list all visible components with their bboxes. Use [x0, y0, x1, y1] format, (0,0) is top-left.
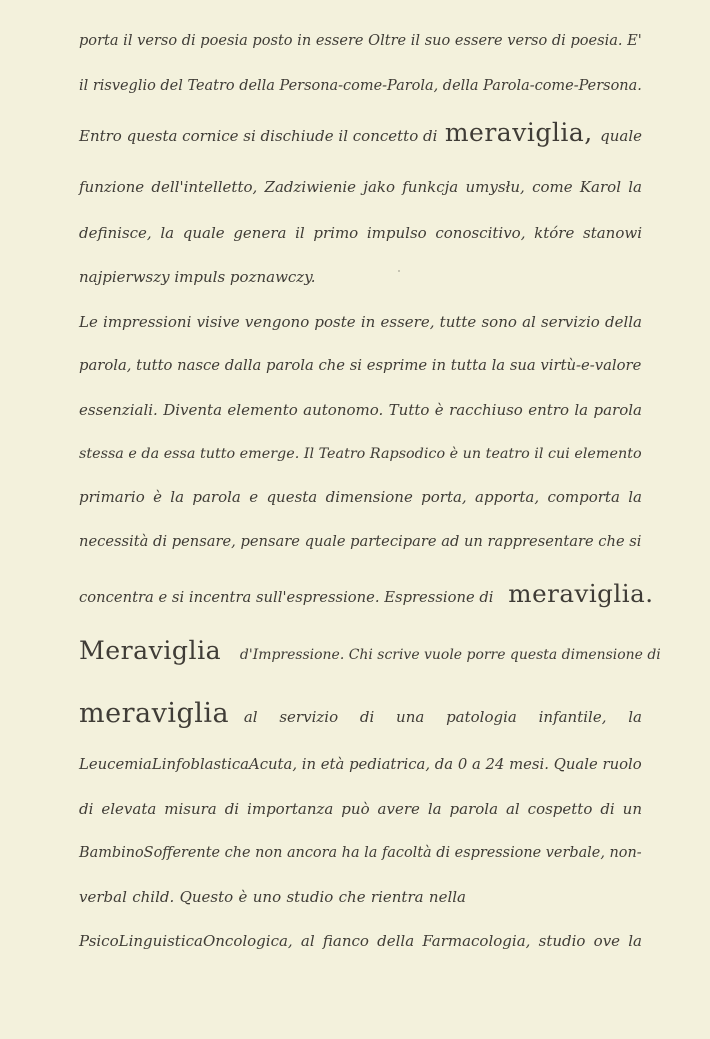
text-line-3-tail: quale	[600, 127, 642, 145]
text-line-7	[79, 315, 642, 330]
text-line-1-content: porta il verso di poesia posto in essere Oltre il suo essere verso di poesia. E'	[79, 32, 642, 49]
text-line-10	[79, 447, 642, 461]
text-line-15-content: al servizio di una patologia infantile, la	[243, 708, 642, 726]
text-line-12-content: necessità di pensare, pensare quale partecipare ad un rappresentare che si	[79, 533, 642, 550]
emphasis-word-meraviglia-2: meraviglia.	[508, 579, 654, 608]
text-line-14	[79, 636, 661, 665]
text-line-6-content: najpierwszy impuls poznawczy.	[79, 268, 316, 286]
text-line-8-content: parola, tutto nasce dalla parola che si esprime in tutta la sua virtù-e-valore	[79, 357, 642, 374]
text-line-2	[79, 79, 642, 93]
text-line-3-content: Entro questa cornice si dischiude il concetto di	[79, 127, 438, 145]
text-line-11	[79, 490, 642, 505]
text-line-10-content: stessa e da essa tutto emerge. Il Teatro Rapsodico è un teatro il cui elemento	[79, 446, 642, 462]
text-line-14-content: d'Impressione. Chi scrive vuole porre questa dimensione di	[239, 647, 661, 663]
text-line-12	[79, 535, 642, 550]
text-line-1	[79, 34, 642, 49]
text-line-13-content: concentra e si incentra sull'espressione. Espressione di	[79, 589, 494, 606]
text-line-9-content: essenziali. Diventa elemento autonomo. Tutto è racchiuso entro la parola	[79, 401, 642, 419]
emphasis-word-meraviglia-3: Meraviglia	[79, 636, 222, 665]
text-line-19	[79, 890, 642, 905]
text-line-16	[79, 758, 642, 773]
text-line-7-content: Le impressioni visive vengono poste in essere, tutte sono al servizio della	[79, 313, 642, 331]
text-line-16-content: LeucemiaLinfoblasticaAcuta, in età pediatrica, da 0 a 24 mesi. Quale ruolo	[79, 756, 642, 773]
text-line-6	[79, 270, 642, 285]
text-line-5-content: definisce, la quale genera il primo impulso conoscitivo, które stanowi	[79, 224, 642, 242]
text-line-4-content: funzione dell'intelletto, Zadziwienie jako funkcja umysłu, come Karol la	[79, 178, 642, 196]
text-line-20-content: PsicoLinguisticaOncologica, al fianco della Farmacologia, studio ove la	[79, 932, 642, 950]
text-line-4	[79, 180, 642, 195]
text-line-8	[79, 359, 642, 374]
text-line-5	[79, 226, 642, 241]
text-line-11-content: primario è la parola e questa dimensione porta, apporta, comporta la	[79, 488, 642, 506]
text-line-2-content: il risveglio del Teatro della Persona-come-Parola, della Parola-come-Persona.	[79, 78, 642, 94]
text-line-18	[79, 846, 642, 860]
text-line-17-content: di elevata misura di importanza può avere la parola al cospetto di un	[79, 800, 642, 818]
emphasis-word-meraviglia: meraviglia,	[444, 118, 593, 147]
text-line-13	[79, 579, 654, 608]
text-line-15	[79, 700, 642, 727]
text-line-18-content: BambinoSofferente che non ancora ha la facoltà di espressione verbale, non-	[79, 845, 642, 861]
text-line-19-content: verbal child. Questo è uno studio che rientra nella	[79, 888, 466, 906]
text-line-3	[79, 120, 642, 145]
text-line-20	[79, 934, 642, 949]
emphasis-word-meraviglia-4: meraviglia	[79, 698, 230, 729]
text-line-9	[79, 403, 642, 418]
text-line-17	[79, 802, 642, 817]
speck-mark	[398, 270, 400, 272]
